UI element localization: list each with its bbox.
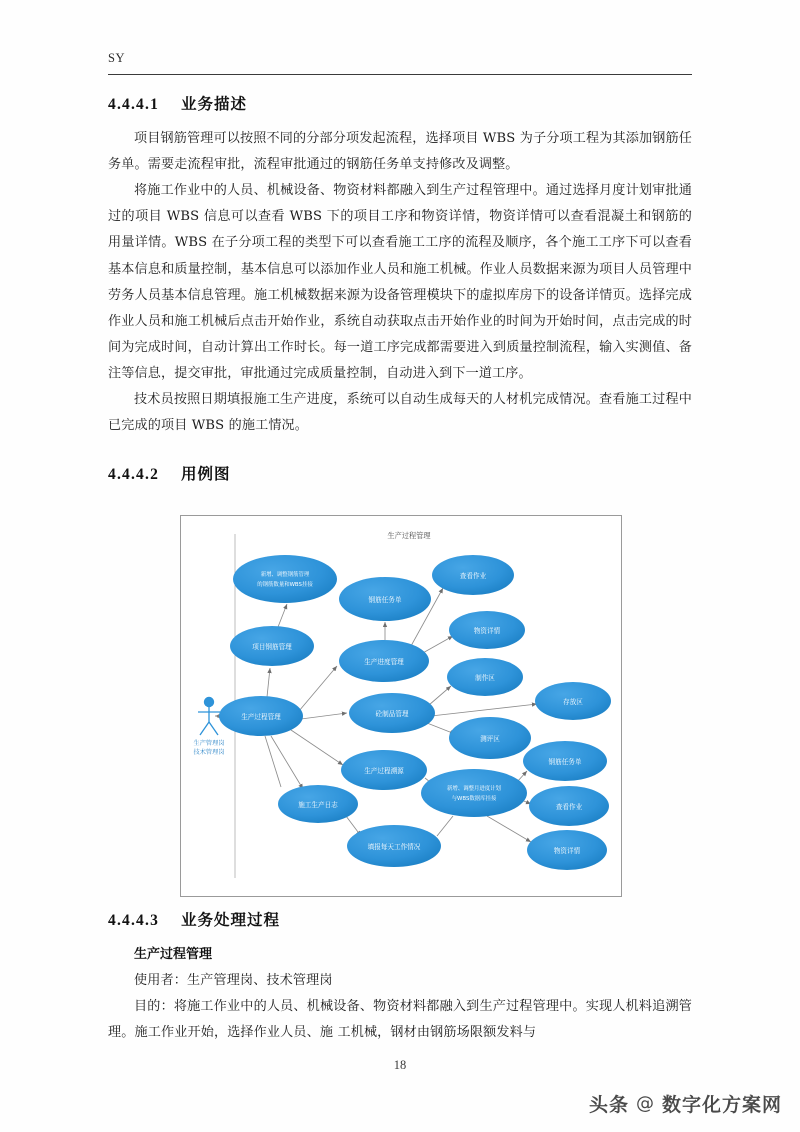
heading-number: 4.4.4.1 <box>108 96 160 113</box>
use-case-label-2: 的钢筋数量和WBS挂接 <box>257 582 313 588</box>
use-case-label: 物资详情 <box>473 627 501 635</box>
watermark-brand: 头条 <box>588 1094 629 1116</box>
use-case-node[interactable] <box>421 769 527 817</box>
use-case-label: 砼制品管理 <box>375 710 409 718</box>
use-case-node[interactable] <box>233 555 337 603</box>
running-header <box>108 48 692 75</box>
use-case-node[interactable] <box>339 577 431 621</box>
use-case-node[interactable] <box>449 611 525 649</box>
use-case-node[interactable] <box>523 741 607 781</box>
use-case-label: 查看作业 <box>555 803 583 811</box>
use-case-node[interactable] <box>535 682 611 720</box>
use-case-label: 填报每天工作情况 <box>367 843 421 851</box>
heading-number: 4.4.4.2 <box>108 466 160 483</box>
page-number: 18 <box>393 1058 407 1072</box>
use-case-label: 制作区 <box>475 674 495 682</box>
running-head-text: SY <box>108 51 125 65</box>
diagram-system-name: 生产过程管理 <box>387 531 431 540</box>
use-case-label: 生产进度管理 <box>364 658 404 666</box>
use-case-diagram-canvas <box>181 516 621 896</box>
use-case-node[interactable] <box>527 830 607 870</box>
paragraph-1: 项目钢筋管理可以按照不同的分部分项发起流程，选择项目 WBS 为子分项工程为其添加钢筋任务单。需要走流程审批，流程审批通过的钢筋任务单支持修改及调整。 <box>108 131 692 173</box>
use-case-node[interactable] <box>449 717 531 759</box>
watermark-at-icon: @ <box>635 1093 655 1114</box>
use-case-label: 生产过程管理 <box>241 713 281 721</box>
use-case-diagram <box>180 515 622 897</box>
actor-label-line2: 技术管理岗 <box>193 749 225 756</box>
use-case-node[interactable] <box>432 555 514 595</box>
use-case-node[interactable] <box>349 693 435 733</box>
use-case-label-2: 与WBS数据库挂接 <box>451 796 497 802</box>
use-case-label: 项目钢筋管理 <box>252 643 292 651</box>
watermark <box>589 1090 782 1117</box>
use-case-label: 查看作业 <box>459 572 487 580</box>
use-case-label: 新增、调整月进度计划 <box>447 786 501 792</box>
heading-title: 用例图 <box>181 465 231 483</box>
watermark-account: 数字化方案网 <box>661 1094 782 1116</box>
heading-4-4-4-1 <box>108 92 708 114</box>
use-case-node[interactable] <box>278 785 358 823</box>
heading-4-4-4-2 <box>108 462 708 484</box>
use-case-label: 新增、调整钢筋管理 <box>260 572 310 578</box>
paragraph-3: 技术员按照日期填报施工生产进度，系统可以自动生成每天的人材机完成情况。查看施工过程中已完成的项目 WBS 的施工情况。 <box>108 392 692 434</box>
heading-title: 业务处理过程 <box>181 911 281 929</box>
use-case-node[interactable] <box>529 786 609 826</box>
use-case-node[interactable] <box>347 825 441 867</box>
use-case-node[interactable] <box>219 696 303 736</box>
use-case-label: 钢筋任务单 <box>368 596 402 604</box>
use-case-label: 钢筋任务单 <box>548 758 582 766</box>
usage-line: 使用者：生产管理岗、技术管理岗 <box>134 973 333 988</box>
subhead-production-process: 生产过程管理 <box>134 947 213 962</box>
use-case-label: 施工生产日志 <box>298 801 338 809</box>
use-case-label: 生产过程溯源 <box>364 767 404 775</box>
heading-4-4-4-3 <box>108 908 708 930</box>
heading-number: 4.4.4.3 <box>108 912 160 929</box>
use-case-node[interactable] <box>230 626 314 666</box>
use-case-label: 存放区 <box>563 698 583 706</box>
purpose-paragraph: 目的：将施工作业中的人员、机械设备、物资材料都融入到生产过程管理中。实现人机料追溯管理。施工作业开始，选择作业人员、施 工机械，钢材由钢筋场限额发料与 <box>108 999 692 1041</box>
use-case-nodes <box>219 555 611 870</box>
use-case-node[interactable] <box>447 658 523 696</box>
actor-label-line1: 生产管理岗 <box>193 740 225 747</box>
use-case-label: 物资详情 <box>553 847 581 855</box>
use-case-label: 测评区 <box>480 735 500 743</box>
paragraph-2: 将施工作业中的人员、机械设备、物资材料都融入到生产过程管理中。通过选择月度计划审批通过的项目 WBS 信息可以查看 WBS 下的项目工序和物资详情，物资详情可以查看混凝土和钢筋的用量详情。WBS 在子分项工程的类型下可以查看施工工序的流程及顺序，各个施工工序下可以查看基本信息和质量控制，基本信息可以添加作业人员和施工机械。作业人员数据来源为项目人员管理中劳务人员基本信息管理。施工机械数据来源为设备管理模块下的虚拟库房下的设备详情页。选择完成作业人员和施工机械后点击开始作业，系统自动获取点击开始作业的时间为开始时间，点击完成的时间为完成时间，自动计算出工作时长。每一道工序完成都需要进入到质量控制流程，输入实测值、备注等信息，提交审批，审批通过完成质量控制，自动进入到下一道工序。 <box>108 183 692 382</box>
use-case-node[interactable] <box>341 750 427 790</box>
heading-title: 业务描述 <box>181 95 248 113</box>
use-case-node[interactable] <box>339 640 429 682</box>
